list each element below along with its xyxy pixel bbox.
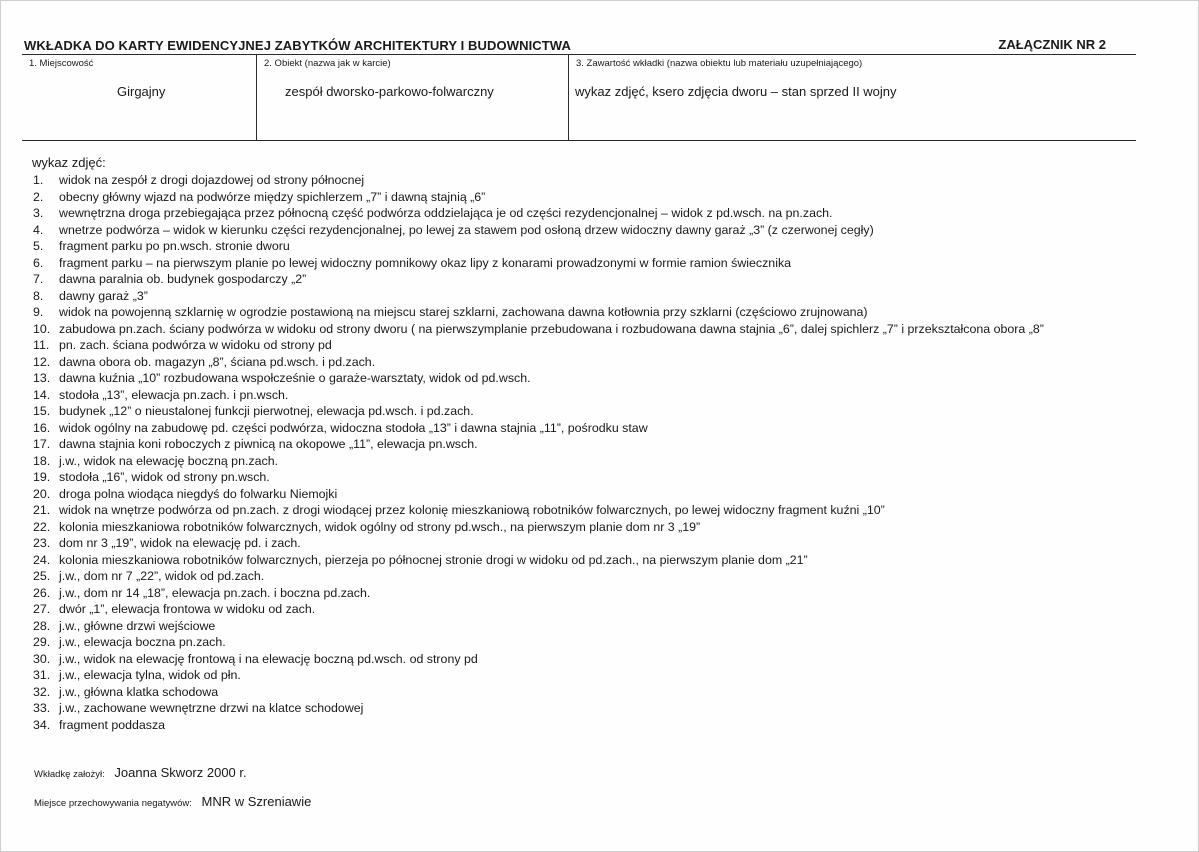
list-item-number: 31. (33, 668, 51, 682)
list-item (33, 585, 1153, 602)
list-item (33, 700, 1153, 717)
list-item-number: 16. (33, 420, 51, 435)
list-item-number: 15. (33, 404, 51, 418)
list-item-number: 13. (33, 371, 51, 385)
list-item (33, 288, 1153, 305)
list-item (33, 403, 1153, 420)
list-item-text: dwór „1”, elewacja frontowa w widoku od zach. (59, 602, 316, 616)
list-item-number: 34. (33, 717, 51, 732)
storage-label: Miejsce przechowywania negatywów: (34, 798, 192, 809)
list-item (33, 354, 1153, 371)
list-item-text: zabudowa pn.zach. ściany podwórza w widoku od strony dworu ( na pierwszymplanie przebudowana i rozbudowana dawna stajnia „6”, dalej spichlerz „7” i przekształcona obora „8” (59, 321, 1044, 336)
photo-list-heading: wykaz zdjęć: (32, 155, 106, 170)
list-item-text: widok na wnętrze podwórza od pn.zach. z drogi wiodącej przez kolonię mieszkaniową robotników folwarcznych, po lewej widoczny fragment kuźni „10” (59, 503, 885, 517)
list-item-text: fragment poddasza (59, 717, 166, 732)
list-item-text: stodoła „13”, elewacja pn.zach. i pn.wsch. (59, 387, 289, 402)
list-item-number: 5. (33, 239, 44, 253)
list-item-text: j.w., główne drzwi wejściowe (59, 618, 216, 633)
list-item-text: j.w., dom nr 14 „18”, elewacja pn.zach. i boczna pd.zach. (59, 585, 371, 600)
list-item-text: dawna stajnia koni roboczych z piwnicą na okopowe „11”, elewacja pn.wsch. (59, 437, 478, 451)
list-item (33, 255, 1153, 272)
author-label: Wkładkę założył: (34, 769, 105, 780)
annex-number: ZAŁĄCZNIK NR 2 (998, 37, 1106, 52)
list-item-text: budynek „12” o nieustalonej funkcji pierwotnej, elewacja pd.wsch. i pd.zach. (59, 404, 474, 418)
list-item (33, 189, 1153, 206)
list-item-text: j.w., widok na elewację frontową i na elewację boczną pd.wsch. od strony pd (59, 651, 478, 666)
list-item-text: j.w., elewacja boczna pn.zach. (59, 635, 226, 649)
list-item-number: 25. (33, 569, 51, 583)
field-value: zespół dworsko-parkowo-folwarczny (285, 84, 494, 99)
list-item (33, 453, 1153, 470)
list-item-number: 18. (33, 453, 51, 468)
field-label: 2. Obiekt (nazwa jak w karcie) (264, 58, 391, 69)
list-item (33, 222, 1153, 239)
list-item-number: 23. (33, 536, 51, 550)
list-item (33, 717, 1153, 734)
field-locality (22, 55, 256, 140)
list-item-number: 29. (33, 635, 51, 649)
author-line (34, 765, 247, 780)
list-item-number: 1. (33, 173, 44, 187)
storage-value: MNR w Szreniawie (201, 794, 312, 809)
list-item-number: 3. (33, 206, 44, 220)
list-item-text: j.w., dom nr 7 „22”, widok od pd.zach. (59, 569, 265, 583)
list-item (33, 321, 1153, 338)
list-item (33, 486, 1153, 503)
list-item-number: 21. (33, 503, 51, 517)
fields-bottom-rule (22, 140, 1136, 141)
list-item-text: j.w., główna klatka schodowa (59, 684, 219, 699)
list-item (33, 684, 1153, 701)
list-item-text: stodoła „16”, widok od strony pn.wsch. (59, 470, 270, 484)
list-item-number: 14. (33, 387, 51, 402)
list-item-text: widok ogólny na zabudowę pd. części podwórza, widoczna stodoła „13” i dawna stajnia „11”, pośrodku staw (59, 420, 648, 435)
list-item-text: dawna kuźnia „10” rozbudowana wspołcześnie o garaże-warsztaty, widok od pd.wsch. (59, 371, 531, 385)
field-label: 1. Miejscowość (29, 58, 94, 69)
field-contents (568, 55, 1137, 140)
list-item-text: wnetrze podwórza – widok w kierunku części rezydencjonalnej, po lewej za stawem pod osłoną drzew widoczny dawny garaż „3” (z czerwonej cegły) (59, 222, 874, 237)
list-item (33, 271, 1153, 288)
field-value: Girgajny (117, 84, 166, 99)
list-item-number: 17. (33, 437, 51, 451)
list-item (33, 601, 1153, 618)
list-item (33, 634, 1153, 651)
list-item-number: 12. (33, 354, 51, 369)
list-item-number: 6. (33, 255, 44, 270)
list-item-text: pn. zach. ściana podwórza w widoku od strony pd (59, 338, 332, 352)
photo-list (33, 172, 1153, 733)
list-item (33, 519, 1153, 536)
list-item (33, 337, 1153, 354)
list-item (33, 568, 1153, 585)
field-value: wykaz zdjęć, ksero zdjęcia dworu – stan sprzed II wojny (575, 84, 897, 99)
list-item-text: kolonia mieszkaniowa robotników folwarcznych, pierzeja po północnej stronie drogi w widoku od pd.zach., na pierwszym planie dom „21” (59, 552, 808, 567)
list-item-number: 20. (33, 486, 51, 501)
list-item-text: dawny garaż „3” (59, 288, 148, 303)
list-item-text: dom nr 3 „19”, widok na elewację pd. i zach. (59, 536, 301, 550)
list-item (33, 304, 1153, 321)
list-item (33, 618, 1153, 635)
list-item-number: 27. (33, 602, 51, 616)
list-item-text: fragment parku po pn.wsch. stronie dworu (59, 239, 290, 253)
list-item-text: wewnętrzna droga przebiegająca przez północną część podwórza oddzielająca je od części rezydencjonalnej – widok z pd.wsch. na pn.zach. (59, 206, 833, 220)
list-item-number: 28. (33, 618, 51, 633)
field-object (256, 55, 569, 140)
list-item-number: 19. (33, 470, 51, 484)
list-item-number: 22. (33, 519, 51, 534)
list-item-text: fragment parku – na pierwszym planie po lewej widoczny pomnikowy okaz lipy z konarami prowadzonymi w formie ramion świecznika (59, 255, 792, 270)
list-item (33, 535, 1153, 552)
list-item (33, 205, 1153, 222)
list-item-number: 8. (33, 288, 44, 303)
list-item-number: 9. (33, 305, 44, 319)
list-item (33, 502, 1153, 519)
list-item-text: droga polna wiodąca niegdyś do folwarku Niemojki (59, 486, 338, 501)
list-item-text: dawna obora ob. magazyn „8”, ściana pd.wsch. i pd.zach. (59, 354, 376, 369)
list-item-text: kolonia mieszkaniowa robotników folwarcznych, widok ogólny od strony pd.wsch., na pierwszym planie dom nr 3 „19” (59, 519, 701, 534)
list-item-number: 33. (33, 701, 51, 715)
list-item-number: 2. (33, 189, 44, 204)
list-item (33, 667, 1153, 684)
list-item (33, 387, 1153, 404)
list-item (33, 172, 1153, 189)
field-label: 3. Zawartość wkładki (nazwa obiektu lub materiału uzupełniającego) (576, 58, 863, 69)
document-title: WKŁADKA DO KARTY EWIDENCYJNEJ ZABYTKÓW ARCHITEKTURY I BUDOWNICTWA (24, 38, 571, 53)
list-item-text: widok na powojenną szklarnię w ogrodzie postawioną na miejscu starej szklarni, zachowana dawna kotłownia przy szklarni (częściowo zrujnowana) (59, 305, 868, 319)
list-item-text: obecny główny wjazd na podwórze między spichlerzem „7” i dawną stajnią „6” (59, 189, 486, 204)
list-item-number: 4. (33, 222, 44, 237)
list-item-number: 32. (33, 684, 51, 699)
list-item-number: 11. (33, 338, 50, 352)
list-item-number: 24. (33, 552, 51, 567)
list-item-number: 30. (33, 651, 51, 666)
author-value: Joanna Skworz 2000 r. (114, 765, 247, 780)
list-item (33, 651, 1153, 668)
list-item (33, 552, 1153, 569)
list-item (33, 436, 1153, 453)
storage-line (34, 794, 311, 809)
list-item-text: j.w., zachowane wewnętrzne drzwi na klatce schodowej (59, 701, 364, 715)
list-item (33, 420, 1153, 437)
list-item-text: widok na zespół z drogi dojazdowej od strony północnej (59, 173, 365, 187)
list-item (33, 238, 1153, 255)
list-item-text: j.w., elewacja tylna, widok od płn. (59, 668, 241, 682)
list-item (33, 469, 1153, 486)
list-item-text: j.w., widok na elewację boczną pn.zach. (59, 453, 279, 468)
list-item-number: 10. (33, 321, 51, 336)
list-item-text: dawna paralnia ob. budynek gospodarczy „2” (59, 272, 307, 286)
list-item-number: 7. (33, 272, 44, 286)
list-item (33, 370, 1153, 387)
list-item-number: 26. (33, 585, 51, 600)
